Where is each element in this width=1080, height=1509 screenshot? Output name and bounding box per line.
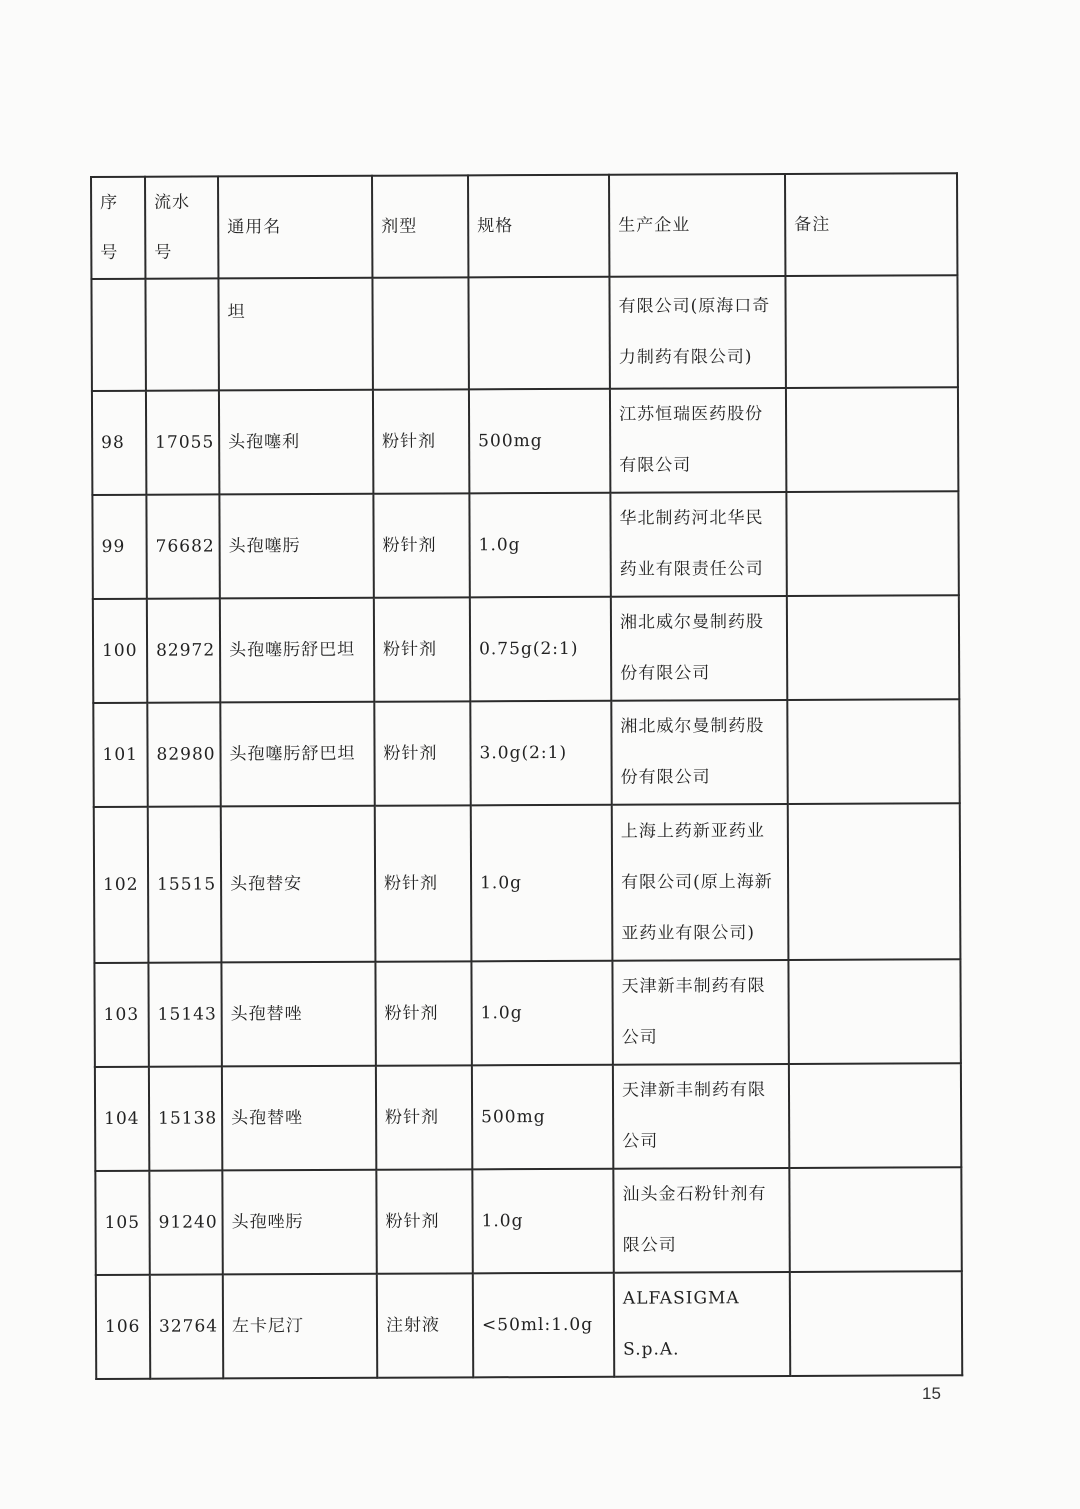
cell-name: 坦 bbox=[218, 278, 372, 391]
drug-list-table bbox=[90, 172, 963, 1380]
maker-line: 华北制药河北华民 bbox=[619, 508, 764, 529]
cell-spec: 500mg bbox=[472, 1065, 613, 1170]
cell-form: 粉针剂 bbox=[373, 493, 469, 597]
table-row bbox=[93, 595, 959, 703]
maker-line: 汕头金石粉针剂有 bbox=[622, 1184, 767, 1205]
maker-line: 亚药业有限公司) bbox=[621, 922, 755, 944]
cell-spec: <50ml:1.0g bbox=[473, 1273, 614, 1378]
cell-maker bbox=[609, 276, 785, 389]
maker-line: 上海上药新亚药业 bbox=[620, 820, 765, 842]
cell-name: 头孢替唑 bbox=[222, 1066, 376, 1171]
cell-form: 注射液 bbox=[377, 1273, 473, 1377]
cell-serial: 91240 bbox=[149, 1170, 222, 1274]
cell-note bbox=[786, 387, 958, 492]
header-spec: 规格 bbox=[468, 175, 609, 278]
cell-note bbox=[785, 275, 957, 388]
cell-spec: 1.0g bbox=[469, 493, 610, 598]
cell-maker bbox=[610, 388, 786, 493]
maker-line: 公司 bbox=[622, 1131, 659, 1152]
cell-name: 头孢噻肟舒巴坦 bbox=[220, 702, 374, 807]
cell-note bbox=[788, 803, 961, 960]
cell-form: 粉针剂 bbox=[374, 701, 470, 805]
cell-form: 粉针剂 bbox=[374, 597, 470, 701]
cell-name: 头孢替安 bbox=[221, 806, 376, 963]
header-seq-line-2: 号 bbox=[100, 242, 119, 263]
header-name: 通用名 bbox=[218, 176, 372, 279]
header-seq bbox=[91, 177, 145, 279]
cell-form bbox=[372, 277, 468, 389]
cell-maker bbox=[613, 1168, 789, 1273]
cell-spec bbox=[468, 277, 609, 390]
cell-spec: 3.0g(2:1) bbox=[470, 701, 611, 806]
header-serial-line-1: 流水 bbox=[154, 192, 191, 213]
table-row bbox=[93, 699, 959, 807]
cell-name: 头孢噻肟舒巴坦 bbox=[220, 598, 374, 703]
maker-line: 有限公司 bbox=[619, 455, 692, 476]
cell-seq: 106 bbox=[96, 1275, 150, 1379]
cell-seq: 101 bbox=[93, 703, 147, 807]
cell-seq: 103 bbox=[94, 963, 148, 1067]
maker-line: 湘北威尔曼制药股 bbox=[619, 612, 764, 633]
cell-name: 头孢替唑 bbox=[221, 962, 375, 1067]
header-serial-line-2: 号 bbox=[154, 242, 173, 263]
cell-spec: 0.75g(2:1) bbox=[470, 597, 611, 702]
table-row bbox=[94, 959, 960, 1067]
cell-maker bbox=[611, 700, 787, 805]
cell-seq: 104 bbox=[95, 1067, 149, 1171]
cell-maker bbox=[611, 596, 787, 701]
cell-serial: 76682 bbox=[146, 494, 219, 598]
maker-line: ALFASIGMA S.p.A. bbox=[622, 1288, 740, 1360]
cell-form: 粉针剂 bbox=[375, 961, 471, 1065]
cell-serial: 15138 bbox=[149, 1066, 222, 1170]
cell-note bbox=[786, 491, 958, 596]
cell-seq bbox=[91, 279, 145, 391]
cell-name: 头孢噻肟 bbox=[219, 494, 373, 599]
maker-line: 力制药有限公司) bbox=[618, 347, 753, 368]
table-row bbox=[91, 275, 957, 391]
cell-spec: 1.0g bbox=[471, 961, 612, 1066]
cell-serial bbox=[145, 278, 218, 390]
cell-name: 头孢噻利 bbox=[219, 390, 373, 495]
maker-line: 药业有限责任公司 bbox=[619, 559, 764, 580]
cell-maker bbox=[614, 1272, 790, 1377]
maker-line: 限公司 bbox=[622, 1235, 677, 1256]
maker-line: 公司 bbox=[621, 1027, 658, 1048]
maker-line: 天津新丰制药有限 bbox=[621, 1080, 767, 1101]
cell-form: 粉针剂 bbox=[376, 1169, 472, 1273]
maker-line: 天津新丰制药有限 bbox=[621, 976, 766, 997]
table-header-row bbox=[91, 173, 957, 279]
cell-note bbox=[788, 959, 960, 1064]
cell-seq: 102 bbox=[94, 807, 149, 963]
cell-note bbox=[789, 1063, 961, 1168]
cell-name: 左卡尼汀 bbox=[223, 1274, 377, 1379]
cell-form: 粉针剂 bbox=[373, 389, 469, 493]
cell-maker bbox=[612, 960, 788, 1065]
cell-serial: 15143 bbox=[148, 962, 221, 1066]
maker-line: 有限公司(原上海新 bbox=[621, 871, 773, 893]
table-row bbox=[96, 1271, 962, 1379]
table-row bbox=[95, 1063, 961, 1171]
cell-serial: 82972 bbox=[147, 598, 220, 702]
cell-serial: 82980 bbox=[147, 702, 220, 806]
header-seq-line-1: 序 bbox=[100, 192, 119, 213]
maker-line: 湘北威尔曼制药股 bbox=[620, 716, 765, 737]
cell-form: 粉针剂 bbox=[375, 805, 472, 961]
header-note: 备注 bbox=[785, 173, 957, 276]
cell-spec: 1.0g bbox=[471, 805, 613, 962]
table-row bbox=[94, 803, 961, 963]
maker-line: 份有限公司 bbox=[620, 767, 711, 788]
cell-serial: 32764 bbox=[150, 1274, 223, 1378]
table-row bbox=[95, 1167, 961, 1275]
cell-maker bbox=[612, 804, 789, 961]
cell-seq: 98 bbox=[92, 391, 146, 495]
cell-spec: 500mg bbox=[469, 389, 610, 494]
cell-seq: 99 bbox=[92, 495, 146, 599]
maker-line: 份有限公司 bbox=[620, 663, 711, 684]
page-number: 15 bbox=[922, 1384, 941, 1403]
cell-spec: 1.0g bbox=[472, 1169, 613, 1274]
cell-note bbox=[790, 1271, 962, 1376]
cell-note bbox=[787, 699, 959, 804]
cell-name: 头孢唑肟 bbox=[222, 1170, 376, 1275]
cell-seq: 100 bbox=[93, 599, 147, 703]
header-serial bbox=[145, 176, 218, 278]
table-row bbox=[92, 491, 958, 599]
header-maker: 生产企业 bbox=[609, 174, 785, 277]
cell-note bbox=[789, 1167, 961, 1272]
table-row bbox=[92, 387, 958, 495]
maker-line: 江苏恒瑞医药股份 bbox=[619, 404, 764, 425]
maker-line: 有限公司(原海口奇 bbox=[618, 296, 771, 317]
cell-seq: 105 bbox=[95, 1171, 149, 1275]
cell-note bbox=[787, 595, 959, 700]
header-form: 剂型 bbox=[372, 175, 468, 277]
cell-serial: 17055 bbox=[146, 390, 219, 494]
cell-maker bbox=[610, 492, 786, 597]
cell-form: 粉针剂 bbox=[376, 1065, 472, 1169]
cell-maker bbox=[613, 1064, 789, 1169]
cell-serial: 15515 bbox=[148, 806, 222, 962]
